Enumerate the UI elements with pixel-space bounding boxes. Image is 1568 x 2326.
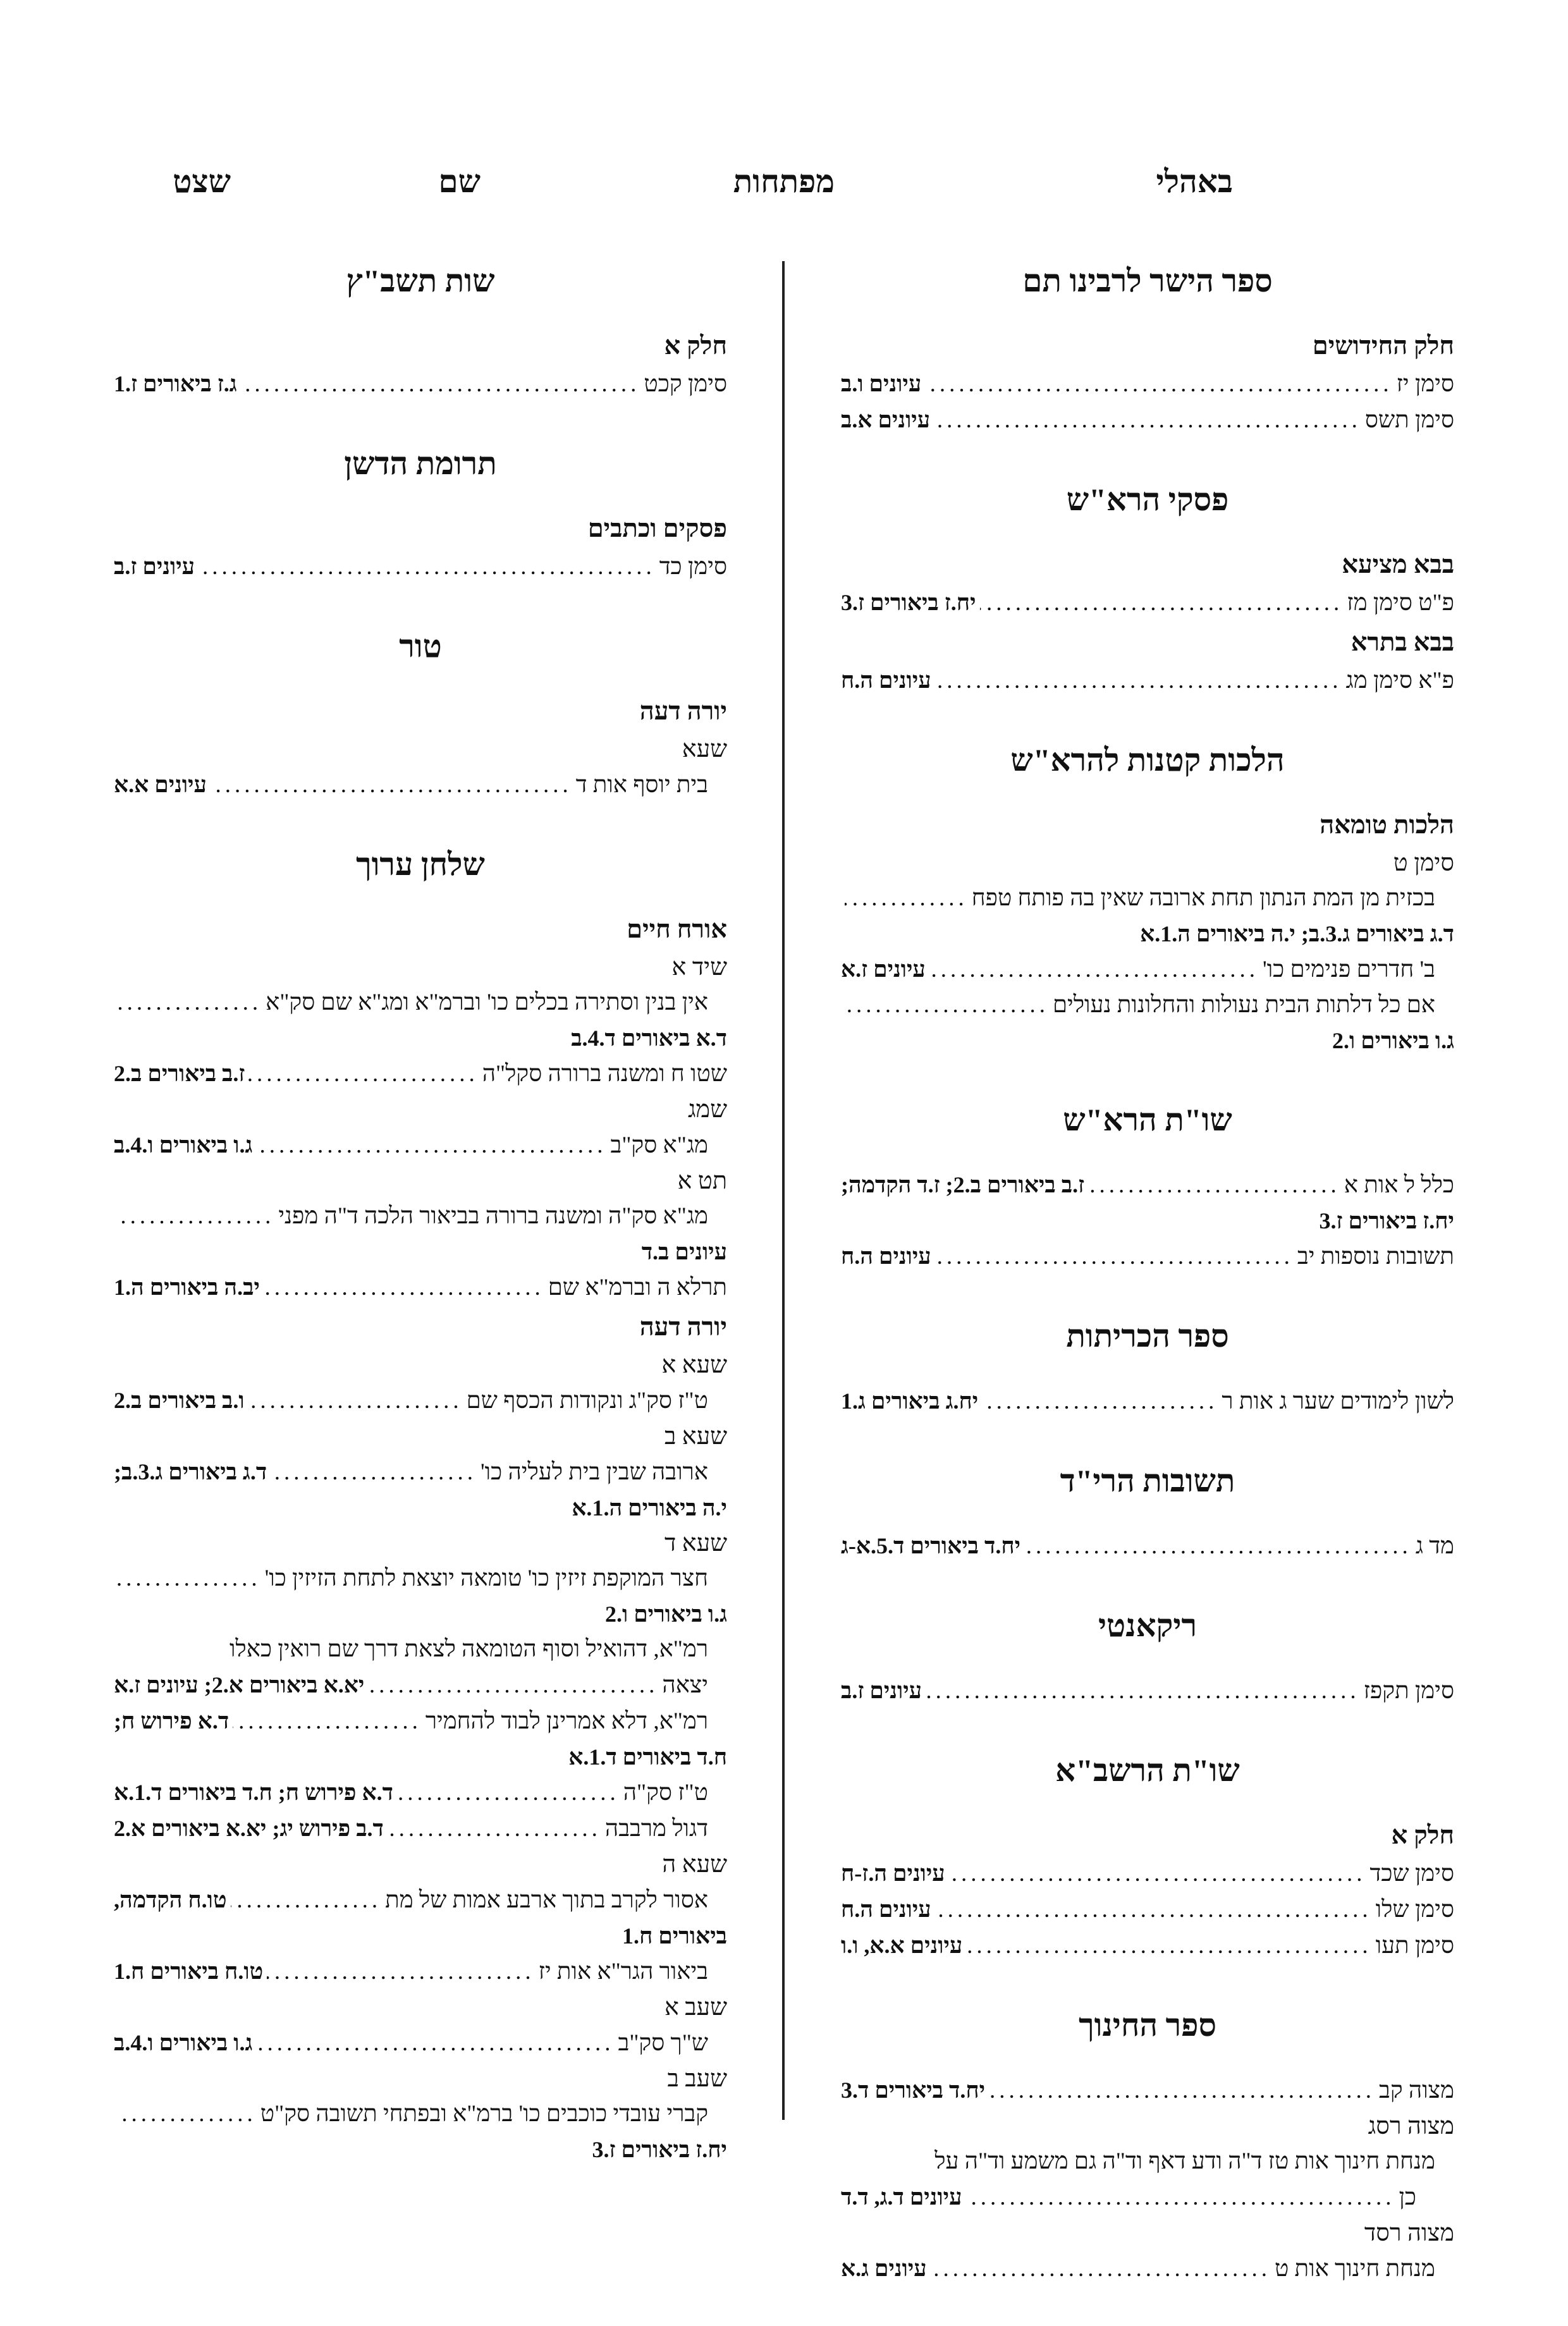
index-entry[interactable] [841,1892,1454,1928]
entry-label: פ"ט סימן מז [1347,590,1454,616]
entry-reference[interactable]: טו.ח הקדמה, [114,1887,227,1913]
book-title: פסקי הרא"ש [1066,482,1229,517]
dot-leader [949,1856,1366,1892]
dot-leader [1088,1168,1340,1203]
entry-label: סימן שכד [1369,1861,1454,1887]
index-entry[interactable] [114,1056,727,1092]
entry-label: ב' חדרים פנימים כו' [1263,957,1435,982]
dot-leader [926,1674,1360,1709]
dot-leader [925,367,1392,402]
dot-leader [965,2180,1395,2215]
dot-leader [980,585,1344,621]
siman-heading: שעב ב [667,2066,727,2092]
entry-reference[interactable]: עיונים א.א, ו.ו [841,1933,963,1958]
entry-reference[interactable]: ז.ב ביאורים ב.2 [114,1061,245,1086]
index-entry[interactable] [114,2025,727,2061]
dot-leader [118,985,262,1020]
dot-leader [256,1128,606,1163]
dot-leader [966,1928,1371,1964]
page-number: שצט [173,164,231,199]
dot-leader [1024,1529,1412,1564]
entry-label: רמ"א, דלא אמרינן לבוד להחמיר [425,1708,708,1734]
part-title: הלכות טומאה [1320,811,1454,839]
index-entry[interactable] [841,663,1454,699]
entry-label: קברי עובדי כוכבים כו' ברמ"א ובפתחי תשובה סק"ט [260,2101,708,2127]
entry-reference[interactable]: יח.ד ביאורים ד.3 [841,2078,986,2103]
entry-label: סימן שלו [1375,1897,1454,1923]
book-shut-harashba [841,1748,1454,1964]
entry-reference[interactable]: ד.א פירוש ח; ח.ד ביאורים ד.1.א [114,1780,393,1805]
siman-heading: מצוה רסד [1364,2220,1454,2246]
entry-label: מנחת חינוך אות טז ד"ה ודע דאף וד"ה גם משמע וד"ה על [934,2148,1435,2174]
entry-label: סימן תשס [1364,407,1454,433]
entry-reference-continued[interactable]: ח.ד ביאורים ד.1.א [568,1744,727,1770]
part-title: יורה דעה [639,697,727,725]
index-entry[interactable] [114,1127,727,1163]
siman-heading: שמג [688,1096,727,1123]
book-shut-harosh [841,1098,1454,1275]
part-title: בבא מציעא [1342,550,1454,578]
book-sefer-hakeritut [841,1314,1454,1419]
siman-heading: תט א [677,1168,727,1194]
entry-reference[interactable]: יח.ד ביאורים ד.5.א-ג [841,1533,1021,1558]
dot-leader [118,1561,261,1596]
index-entry[interactable] [114,2096,727,2167]
index-entry[interactable] [841,2144,1454,2215]
siman-heading: סימן ט [1393,850,1454,876]
dot-leader [368,1668,658,1703]
book-hilchot-ketanot [841,738,1454,1058]
part-title: יורה דעה [639,1313,727,1341]
index-entry[interactable] [114,1199,727,1270]
siman-heading: שעא ה [662,1851,727,1878]
entry-reference[interactable]: ו.ב ביאורים ב.2 [114,1388,245,1413]
index-entry[interactable] [114,1775,727,1811]
running-head-section: מפתחות [733,164,835,199]
book-tur [114,624,727,803]
entry-label: ביאור הגר"א אות יז [538,1959,708,1985]
index-entry[interactable] [841,881,1454,952]
entry-reference-continued[interactable]: יח.ז ביאורים ז.3 [1319,1208,1454,1233]
book-terumat-hadeshen [114,441,727,585]
index-entry[interactable] [114,985,727,1056]
index-entry[interactable] [841,1167,1454,1239]
book-title: תשובות הרי"ד [1060,1463,1235,1498]
dot-leader [931,2251,1271,2287]
siman-heading: שעא [682,736,727,762]
book-sefer-hayashar [841,259,1454,438]
entry-label: בית יוסף אות ד [575,772,708,798]
index-entry[interactable] [114,549,727,585]
index-entry[interactable] [114,1454,727,1526]
entry-label-continued: כן [1399,2184,1416,2210]
entry-label: ט"ז סק"ה [623,1780,708,1806]
index-entry[interactable] [114,1632,727,1703]
book-title: טור [399,628,442,664]
entry-reference[interactable]: ג.ו ביאורים ו.4.ב [114,2030,253,2055]
entry-reference[interactable]: ז.ב ביאורים ב.2; ז.ד הקדמה; [841,1172,1085,1197]
siman-heading: שעא ד [665,1530,727,1557]
dot-leader [845,881,968,916]
part-title: פסקים וכתבים [587,514,727,542]
entry-reference[interactable]: ד.ג ביאורים ג.3.ב; [114,1459,267,1484]
part-title: בבא בתרא [1351,628,1454,656]
entry-label: סימן תעו [1375,1933,1454,1959]
entry-label: אסור לקרב בתוך ארבע אמות של מת [385,1887,708,1913]
entry-label: סימן תקפז [1363,1678,1454,1704]
entry-reference[interactable]: יח.ג ביאורים ג.1 [841,1388,979,1414]
entry-reference[interactable]: עיונים ז.ב [841,1678,922,1703]
entry-reference[interactable]: ד.ב פירוש יג; יא.א ביאורים א.2 [114,1816,384,1841]
entry-reference[interactable]: ג.ז ביאורים ז.1 [114,371,237,396]
dot-leader [267,1954,534,1990]
dot-leader [271,1455,477,1490]
entry-reference[interactable]: עיונים א.א [114,772,207,797]
book-piskei-harosh [841,477,1454,699]
index-entry[interactable] [841,585,1454,621]
running-head-label: שם [438,164,481,199]
column-divider [782,261,785,2120]
siman-heading: שעא א [661,1352,727,1378]
index-entry[interactable] [114,1561,727,1632]
index-entry[interactable] [114,767,727,803]
entry-reference[interactable]: ג.ו ביאורים ו.4.ב [114,1132,253,1158]
dot-leader [118,1199,274,1234]
index-entry[interactable] [841,366,1454,402]
entry-reference[interactable]: עיונים ה.ז-ח [841,1861,945,1886]
index-entry[interactable] [114,1383,727,1419]
index-entry[interactable] [841,2072,1454,2109]
dot-leader [388,1811,601,1847]
book-title: ספר החינוך [1079,2007,1216,2043]
entry-label: שטו ח ומשנה ברורה סקל"ה [482,1061,727,1087]
index-entry[interactable] [841,1928,1454,1964]
siman-heading: שעב א [664,1994,727,2021]
entry-label: בכזית מן המת הנתון תחת ארובה שאין בה פותח טפח [971,885,1435,911]
book-title: שו"ת הרא"ש [1063,1102,1232,1137]
dot-leader [929,952,1259,988]
dot-leader [231,1883,382,1918]
siman-heading: שעא ב [664,1423,727,1450]
dot-leader [241,367,640,402]
entry-label: סימן כד [659,554,727,580]
entry-label: לשון לימודים שער ג אות ר [1222,1388,1454,1414]
entry-label: סימן יז [1396,371,1454,397]
book-title: ספר הכריתות [1066,1318,1229,1354]
entry-label: סימן קכט [644,371,727,397]
part-title: חלק א [664,331,727,360]
book-shut-tashbetz [114,259,727,402]
index-entry[interactable] [114,366,727,402]
dot-leader [118,2096,257,2132]
part-title: חלק החידושים [1312,331,1454,360]
dot-leader [989,2073,1375,2109]
entry-reference[interactable]: יב.ה ביאורים ה.1 [114,1275,260,1300]
entry-label-continued: יצאה [662,1672,708,1698]
entry-reference[interactable]: יא.א ביאורים א.2; עיונים ז.א [114,1672,365,1698]
entry-label: מג"א סק"ב [610,1132,708,1158]
entry-label: ט"ז סק"ג ונקודות הכסף שם [466,1388,708,1414]
siman-heading: מצוה רסג [1368,2113,1454,2139]
entry-reference[interactable]: ד.א ביאורים ד.4.ב [571,1025,727,1051]
entry-reference[interactable]: עיונים א.ב [841,407,931,432]
index-entry[interactable] [841,1673,1454,1709]
index-entry[interactable] [841,2251,1454,2287]
index-entry[interactable] [114,1811,727,1847]
entry-reference[interactable]: ג.ו ביאורים ו.2 [1332,1028,1454,1053]
entry-reference-continued[interactable]: ביאורים ח.1 [622,1923,727,1949]
index-entry[interactable] [841,1383,1454,1419]
dot-leader [248,1383,463,1419]
entry-reference[interactable]: עיונים ה.ח [841,668,931,693]
entry-reference[interactable]: עיונים ז.ב [114,554,195,579]
book-title: תרומת הדשן [344,446,497,481]
index-entry[interactable] [841,952,1454,988]
entry-label: מצוה קב [1379,2078,1454,2103]
entry-label: דגול מרבבה [604,1816,708,1842]
dot-leader [211,768,572,803]
entry-reference[interactable]: עיונים ז.א [841,957,926,982]
dot-leader [397,1775,620,1811]
dot-leader [233,1704,422,1739]
entry-reference[interactable]: עיונים ב.ד [641,1239,727,1264]
book-title: שו"ת הרשב"א [1055,1753,1240,1788]
entry-label: חצר המוקפת זיזין כו' טומאה יוצאת לתחת הזיזין כו' [264,1565,708,1591]
index-entry[interactable] [841,1856,1454,1892]
dot-leader [256,2026,614,2061]
entry-label: ש"ך סק"ב [618,2030,708,2056]
entry-label: ארובה שבין בית לעליה כו' [481,1459,708,1485]
entry-label: כלל ל אות א [1344,1172,1454,1198]
index-entry[interactable] [114,1703,727,1775]
entry-label: פ"א סימן מג [1345,668,1454,694]
entry-label: אם כל דלתות הבית נעולות והחלונות נעולים [1052,992,1435,1018]
book-shulchan-aruch [114,842,727,2167]
entry-reference[interactable]: עיונים ג.א [841,2256,927,2281]
entry-reference[interactable]: עיונים ו.ב [841,371,922,396]
book-title: שות תשב"ץ [346,263,495,298]
book-title: ספר הישר לרבינו תם [1022,263,1273,298]
index-entry[interactable] [841,1528,1454,1564]
index-entry[interactable] [841,402,1454,438]
entry-reference[interactable]: ג.ו ביאורים ו.2 [604,1601,727,1627]
entry-reference[interactable]: יח.ז ביאורים ז.3 [592,2137,727,2162]
entry-reference[interactable]: יח.ז ביאורים ז.3 [841,590,976,615]
part-title: אורח חיים [627,915,727,943]
dot-leader [248,1056,478,1092]
entry-label: רמ"א, דהואיל וסוף הטומאה לצאת דרך שם רואין כאלו [229,1636,708,1662]
entry-reference[interactable]: טו.ח ביאורים ח.1 [114,1959,264,1984]
book-title: הלכות קטנות להרא"ש [1010,742,1285,778]
book-recanati [841,1603,1454,1709]
dot-leader [982,1384,1218,1419]
part-title: חלק א [1391,1821,1454,1849]
dot-leader [935,1892,1372,1928]
entry-label: מג"א סק"ה ומשנה ברורה בביאור הלכה ד"ה מפני [278,1203,708,1229]
index-entry[interactable] [114,1882,727,1954]
entry-reference[interactable]: עיונים ה.ח [841,1244,931,1269]
running-head-book: באהלי [1156,164,1233,199]
index-entry[interactable] [114,1270,727,1306]
siman-heading: שיד א [671,954,727,981]
dot-leader [935,1239,1294,1275]
index-entry[interactable] [841,1239,1454,1275]
entry-reference[interactable]: ד.ג ביאורים ג.3.ב; י.ה ביאורים ה.1.א [1140,921,1454,946]
entry-reference[interactable]: עיונים ד.ג, ד.ד [841,2184,962,2210]
book-sefer-hachinuch [841,2003,1454,2287]
dot-leader [845,988,1049,1023]
entry-label: מנחת חינוך אות ט [1274,2256,1435,2282]
entry-reference-continued[interactable]: י.ה ביאורים ה.1.א [572,1495,727,1521]
book-teshuvot-harid [841,1459,1454,1564]
entry-reference[interactable]: ד.א פירוש ח; [114,1708,230,1734]
index-entry[interactable] [114,1954,727,1990]
entry-label: מד ג [1415,1533,1454,1559]
index-column-left [114,250,727,2207]
dot-leader [934,403,1361,438]
dot-leader [199,549,656,585]
dot-leader [935,663,1342,699]
entry-label: תשובות נוספות יב [1297,1244,1454,1270]
index-column-right [841,250,1454,2326]
running-head [114,163,1454,214]
book-title: שלחן ערוך [356,847,485,882]
entry-reference[interactable]: עיונים ה.ח [841,1897,931,1922]
book-title: ריקאנטי [1098,1608,1197,1643]
index-entry[interactable] [841,988,1454,1058]
dot-leader [264,1270,544,1306]
entry-label: אין בנין וסתירה בכלים כו' וברמ"א ומג"א שם סק"א [266,989,708,1015]
entry-label: תרלא ה וברמ"א שם [548,1275,727,1301]
